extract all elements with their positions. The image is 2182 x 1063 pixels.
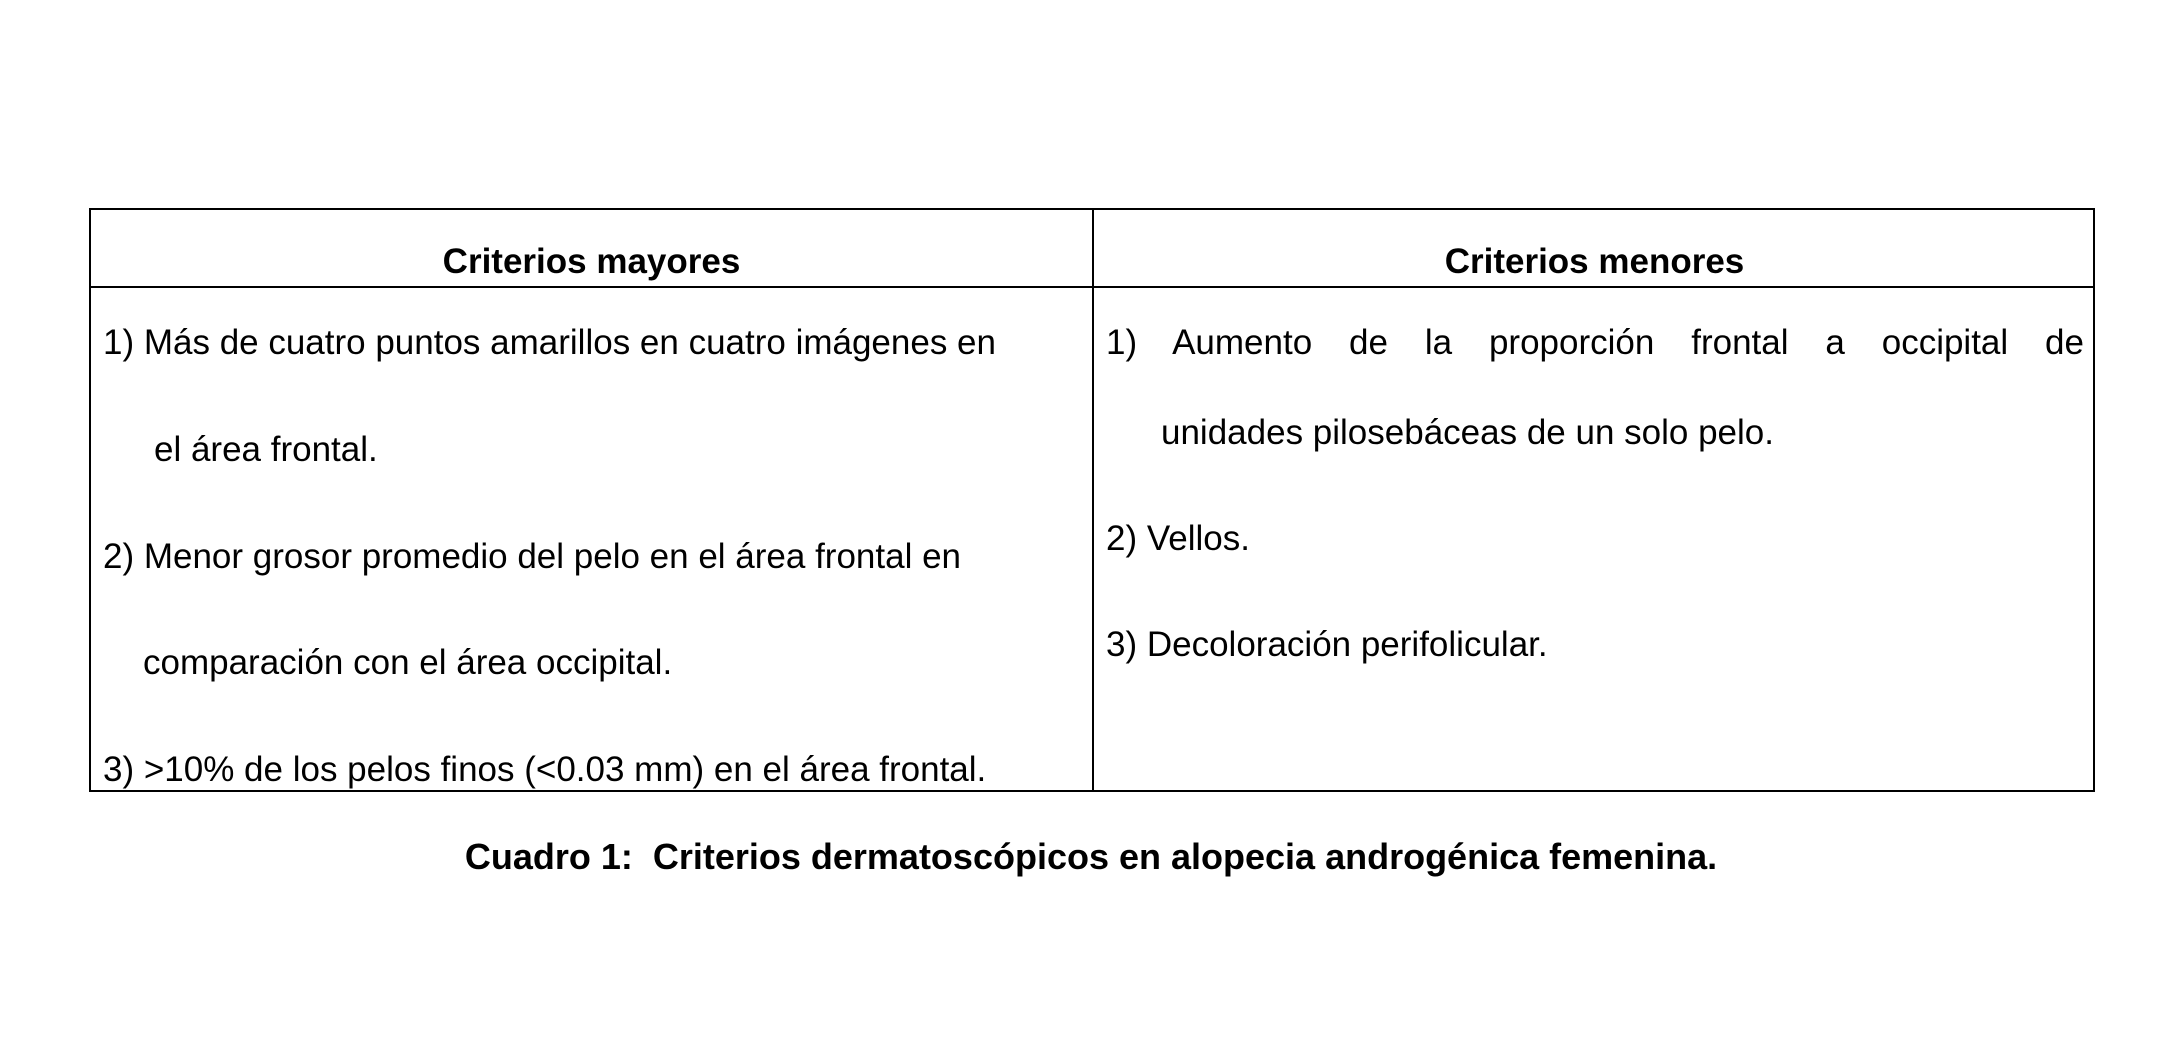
- major-criterion-2-line-1: 2) Menor grosor promedio del pelo en el área frontal en: [103, 537, 961, 576]
- minor-criterion-1-line-1: 1) Aumento de la proporción frontal a occipital de: [1106, 323, 2084, 362]
- minor-criterion-2-line-1: 2) Vellos.: [1106, 519, 1250, 558]
- major-criterion-2-line-2: comparación con el área occipital.: [143, 643, 673, 682]
- table-caption: Cuadro 1: Criterios dermatoscópicos en alopecia androgénica femenina.: [464, 836, 1718, 877]
- header-major-criteria: Criterios mayores: [442, 242, 741, 281]
- minor-criterion-1-line-2: unidades pilosebáceas de un solo pelo.: [1161, 413, 1774, 452]
- major-criterion-1-line-1: 1) Más de cuatro puntos amarillos en cuatro imágenes en: [103, 323, 996, 362]
- header-minor-criteria: Criterios menores: [1444, 242, 1745, 281]
- major-criterion-1-line-2: el área frontal.: [154, 430, 378, 469]
- criteria-table: [89, 208, 2095, 792]
- column-divider: [1092, 210, 1094, 790]
- major-criterion-3-line-1: 3) >10% de los pelos finos (<0.03 mm) en el área frontal.: [103, 750, 987, 789]
- header-divider: [91, 286, 2093, 288]
- minor-criterion-3-line-1: 3) Decoloración perifolicular.: [1106, 625, 1548, 664]
